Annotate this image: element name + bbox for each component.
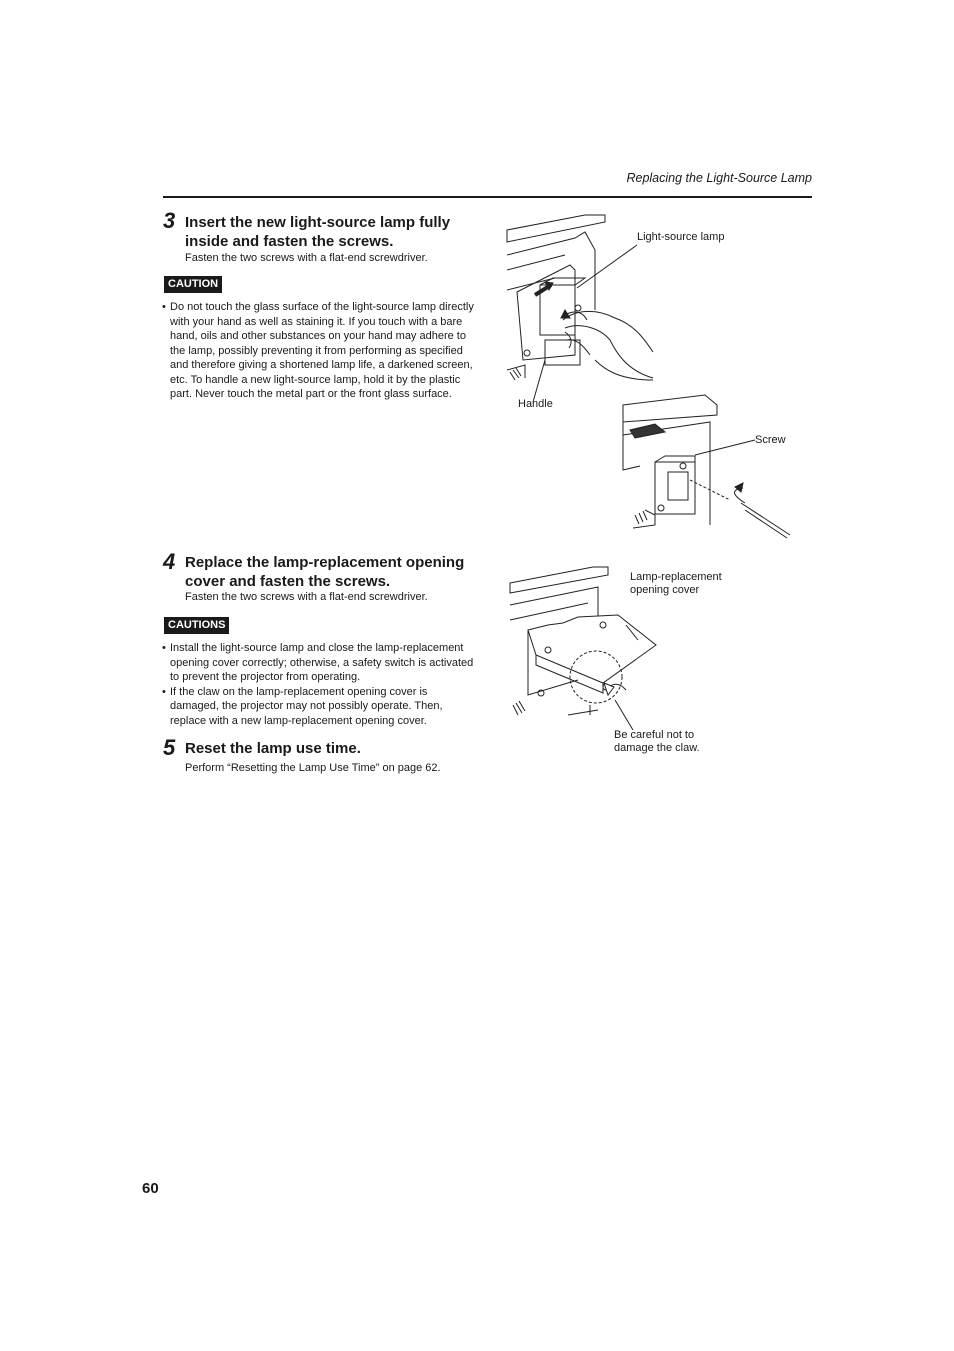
page-number: 60 xyxy=(142,1180,159,1197)
label-cover-line1: Lamp-replacement xyxy=(630,571,722,583)
caution-badge: CAUTION xyxy=(164,276,222,293)
step-3-title-line2: inside and fasten the screws. xyxy=(185,233,394,250)
step-4-title-line2: cover and fasten the screws. xyxy=(185,573,391,590)
step-3-caution-list xyxy=(162,300,474,402)
step-5-description: Perform “Resetting the Lamp Use Time” on page 62. xyxy=(185,762,441,774)
label-light-source-lamp: Light-source lamp xyxy=(637,231,725,243)
step-4-cautions-list xyxy=(162,641,474,728)
caution-bullet: • Do not touch the glass surface of the light-source lamp directly with your hand as well as staining it. If you touch with a bare hand, oils and other substances on your hand may adhere to the lamp, possibly preventing it from performing as specified and therefore giving a shortened lamp life, a darkened screen, etc. To handle a new light-source lamp, hold it by the plastic part. Never touch the metal part or the front glass surface. xyxy=(162,300,474,402)
caution-bullet: • If the claw on the lamp-replacement opening cover is damaged, the projector may not possibly operate. Then, replace with a new lamp-replacement opening cover. xyxy=(162,685,474,729)
label-screw: Screw xyxy=(755,434,786,446)
step-3-number: 3 xyxy=(163,208,176,233)
label-claw-line1: Be careful not to xyxy=(614,729,695,741)
step-5-title: Reset the lamp use time. xyxy=(185,740,361,757)
running-header: Replacing the Light-Source Lamp xyxy=(626,171,812,185)
step-5-number: 5 xyxy=(163,735,176,760)
label-cover-line2: opening cover xyxy=(630,584,700,596)
step-4-title-line1: Replace the lamp-replacement opening xyxy=(185,554,465,571)
label-handle: Handle xyxy=(518,398,553,410)
header-rule xyxy=(163,196,812,198)
cautions-badge: CAUTIONS xyxy=(164,617,229,634)
lamp-insert-illustration xyxy=(505,210,795,540)
step-3-description: Fasten the two screws with a flat-end screwdriver. xyxy=(185,252,428,264)
step-4-number: 4 xyxy=(163,549,176,574)
label-claw-line2: damage the claw. xyxy=(614,742,700,754)
step-4-description: Fasten the two screws with a flat-end screwdriver. xyxy=(185,591,428,603)
caution-bullet: • Install the light-source lamp and close the lamp-replacement opening cover correctly; otherwise, a safety switch is activated to prevent the projector from operating. xyxy=(162,641,474,685)
step-3-title-line1: Insert the new light-source lamp fully xyxy=(185,214,451,231)
